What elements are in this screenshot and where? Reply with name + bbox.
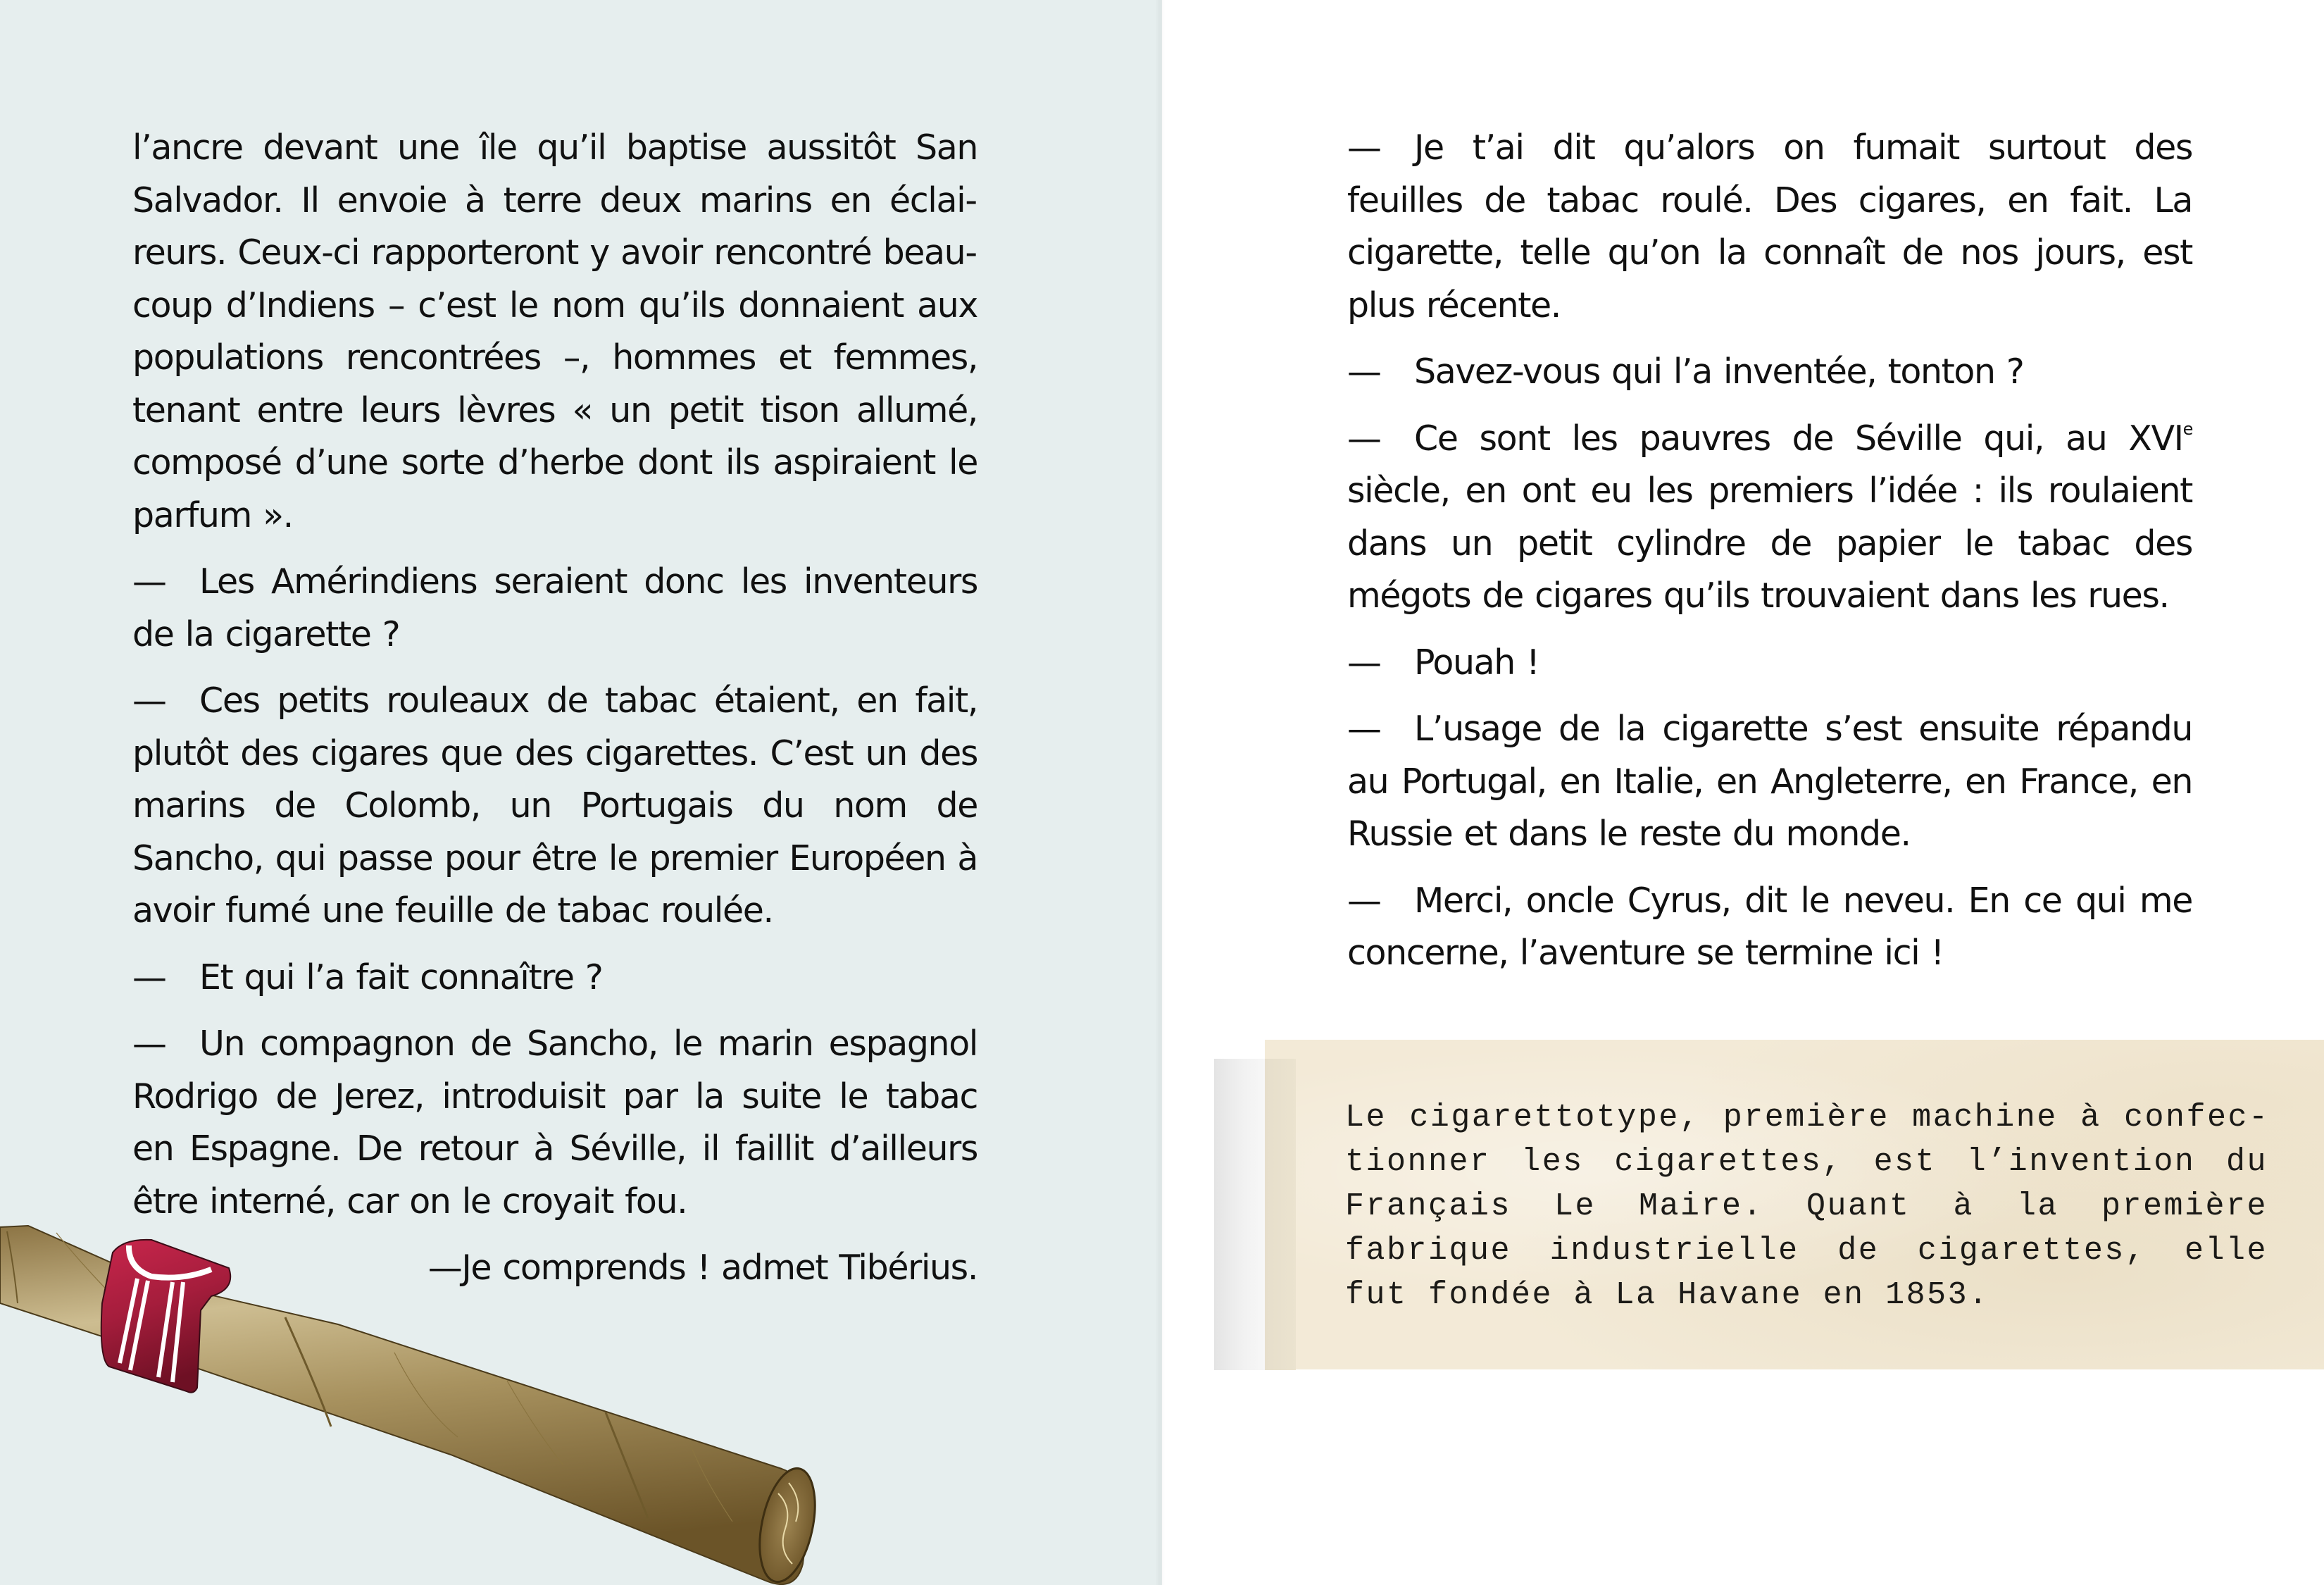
- paragraph-text: Ces petits rouleaux de tabac étaient, en fait, plutôt des cigares que des cigarettes. C’est un des marins de Colomb, un Portugais du nom de Sancho, qui passe pour être le premier Européen à avoir fumé une feuille de tabac roulée.: [132, 680, 977, 931]
- dialogue-paragraph: [1347, 637, 2192, 690]
- dialogue-paragraph: [1347, 122, 2192, 332]
- paragraph-text: Je comprends ! admet Tibérius.: [461, 1248, 977, 1288]
- em-dash: —: [132, 561, 166, 602]
- left-page-text: [132, 122, 977, 1309]
- gutter: [1155, 0, 1165, 1585]
- dialogue-paragraph: [132, 952, 977, 1005]
- dialogue-paragraph: [1347, 703, 2192, 861]
- paragraph-text: Merci, oncle Cyrus, dit le neveu. En ce qui me concerne, l’aventure se termine ici !: [1347, 880, 2192, 973]
- paragraph-text: L’usage de la cigarette s’est ensuite répandu au Portugal, en Italie, en Angleterre, en France, en Russie et dans le reste du monde.: [1347, 709, 2192, 854]
- dialogue-paragraph: [132, 556, 977, 661]
- dialogue-paragraph-right-aligned: [132, 1242, 977, 1295]
- tape-strip: [1214, 1059, 1265, 1370]
- paragraph-text: Et qui l’a fait connaître ?: [199, 957, 603, 997]
- dialogue-paragraph: [132, 675, 977, 938]
- em-dash: —: [1347, 880, 1381, 921]
- em-dash: —: [427, 1248, 462, 1288]
- paragraph-text: Les Amérindiens seraient donc les inventeurs de la cigarette ?: [132, 561, 977, 654]
- dialogue-paragraph: [1347, 875, 2192, 980]
- em-dash: —: [1347, 128, 1381, 168]
- em-dash: —: [132, 1024, 166, 1064]
- em-dash: —: [1347, 418, 1381, 459]
- paragraph-text: Savez-vous qui l’a inventée, tonton ?: [1414, 352, 2024, 392]
- paragraph-text: siècle, en ont eu les premiers l’idée : ils roulaient dans un petit cylindre de papier le tabac des mégots de cigares qu’ils trouvaient dans les rues.: [1347, 471, 2192, 616]
- paragraph-text: Ce sont les pauvres de Séville qui, au XVI: [1414, 418, 2183, 459]
- paragraph-text: Pouah !: [1414, 642, 1539, 683]
- dialogue-paragraph: [132, 1018, 977, 1228]
- em-dash: —: [132, 957, 166, 997]
- dialogue-paragraph: [1347, 346, 2192, 399]
- em-dash: —: [1347, 642, 1381, 683]
- paragraph-text: Je t’ai dit qu’alors on fumait surtout des feuilles de tabac roulé. Des cigares, en fait. La cigarette, telle qu’on la connaît de nos jours, est plus récente.: [1347, 128, 2192, 325]
- em-dash: —: [1347, 709, 1381, 749]
- em-dash: —: [132, 680, 166, 721]
- right-page-text: [1347, 122, 2192, 994]
- paragraph-text: l’ancre devant une île qu’il baptise aussitôt San Salvador. Il envoie à terre deux marins en éclaireurs. Ceux-ci rapporteront y avoir rencontré beaucoup d’Indiens – c’est le nom qu’ils donnaient aux populations rencontrées –, hommes et femmes, tenant entre leurs lèvres « un petit tison allumé, composé d’une sorte d’herbe dont ils aspiraient le parfum ».: [132, 128, 977, 535]
- paragraph: [132, 122, 977, 542]
- em-dash: —: [1347, 352, 1381, 392]
- note-text: Le cigarettotype, première machine à confectionner les cigarettes, est l’invention du Français Le Maire. Quant à la première fabrique industrielle de cigarettes, elle fut fondée à La Havane en 1853.: [1345, 1100, 2268, 1313]
- paragraph-text: Un compagnon de Sancho, le marin espagnol Rodrigo de Jerez, introduisit par la suite le tabac en Espagne. De retour à Séville, il faillit d’ailleurs être interné, car on le croyait fou.: [132, 1024, 977, 1222]
- dialogue-paragraph: [1347, 413, 2192, 623]
- tape-shadow: [1265, 1059, 1296, 1370]
- superscript: e: [2182, 418, 2192, 439]
